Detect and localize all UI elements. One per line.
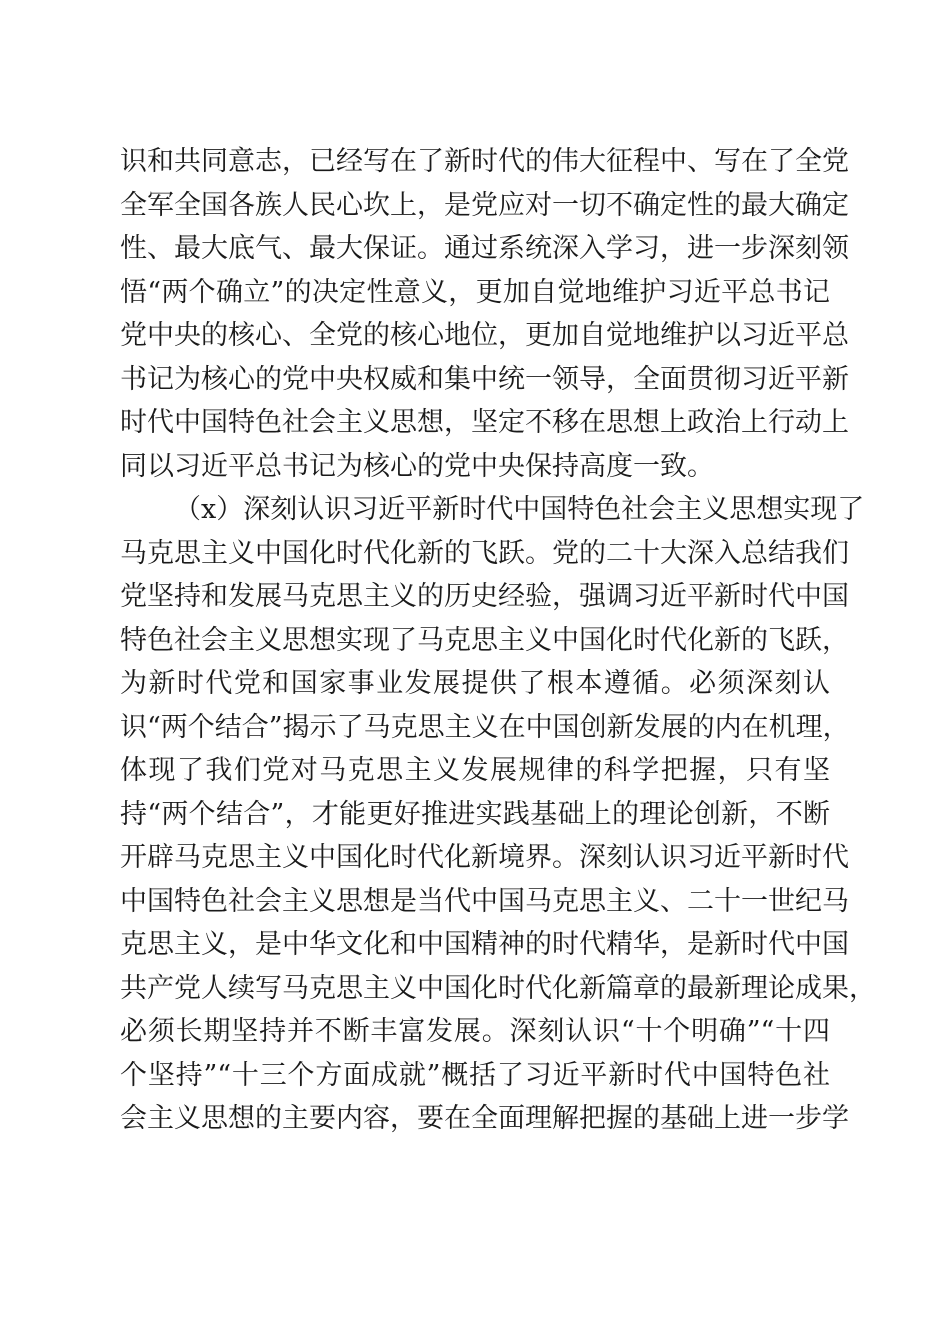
text-line: 同以习近平总书记为核心的党中央保持高度一致。 — [120, 450, 714, 482]
text-line: 共产党人续写马克思主义中国化时代化新篇章的最新理论成果， — [120, 972, 876, 1004]
text-line: 克思主义，是中华文化和中国精神的时代精华，是新时代中国 — [120, 929, 849, 960]
text-line: 马克思主义中国化时代化新的飞跃。党的二十大深入总结我们 — [120, 537, 849, 569]
paragraph-1 — [120, 140, 849, 488]
text-line: 悟“两个确立”的决定性意义，更加自觉地维护习近平总书记 — [120, 276, 830, 308]
text-line: 性、最大底气、最大保证。通过系统深入学习，进一步深刻领 — [120, 233, 849, 264]
text-line: 中国特色社会主义思想是当代中国马克思主义、二十一世纪马 — [120, 885, 849, 917]
paragraph-2 — [120, 488, 876, 1141]
text-line: 体现了我们党对马克思主义发展规律的科学把握，只有坚 — [120, 755, 830, 786]
text-line: 持“两个结合”，才能更好推进实践基础上的理论创新，不断 — [120, 798, 830, 830]
text-line: 个坚持”“十三个方面成就”概括了习近平新时代中国特色社 — [120, 1059, 830, 1091]
text-line: 识“两个结合”揭示了马克思主义在中国创新发展的内在机理， — [120, 711, 850, 743]
text-line: （x）深刻认识习近平新时代中国特色社会主义思想实现了 — [174, 494, 865, 525]
text-line: 必须长期坚持并不断丰富发展。深刻认识“十个明确”“十四 — [120, 1016, 830, 1047]
body-text — [120, 140, 876, 1141]
text-line: 特色社会主义思想实现了马克思主义中国化时代化新的飞跃， — [120, 624, 849, 656]
text-line: 识和共同意志，已经写在了新时代的伟大征程中、写在了全党 — [120, 146, 849, 177]
text-line: 时代中国特色社会主义思想，坚定不移在思想上政治上行动上 — [120, 407, 849, 438]
text-line: 会主义思想的主要内容，要在全面理解把握的基础上进一步学 — [120, 1103, 849, 1134]
text-line: 党坚持和发展马克思主义的历史经验，强调习近平新时代中国 — [120, 581, 849, 612]
text-line: 开辟马克思主义中国化时代化新境界。深刻认识习近平新时代 — [120, 842, 849, 873]
text-line: 全军全国各族人民心坎上，是党应对一切不确定性的最大确定 — [120, 189, 849, 221]
text-line: 书记为核心的党中央权威和集中统一领导，全面贯彻习近平新 — [120, 363, 849, 395]
text-line: 为新时代党和国家事业发展提供了根本遵循。必须深刻认 — [120, 668, 830, 699]
text-line: 党中央的核心、全党的核心地位，更加自觉地维护以习近平总 — [120, 320, 849, 351]
